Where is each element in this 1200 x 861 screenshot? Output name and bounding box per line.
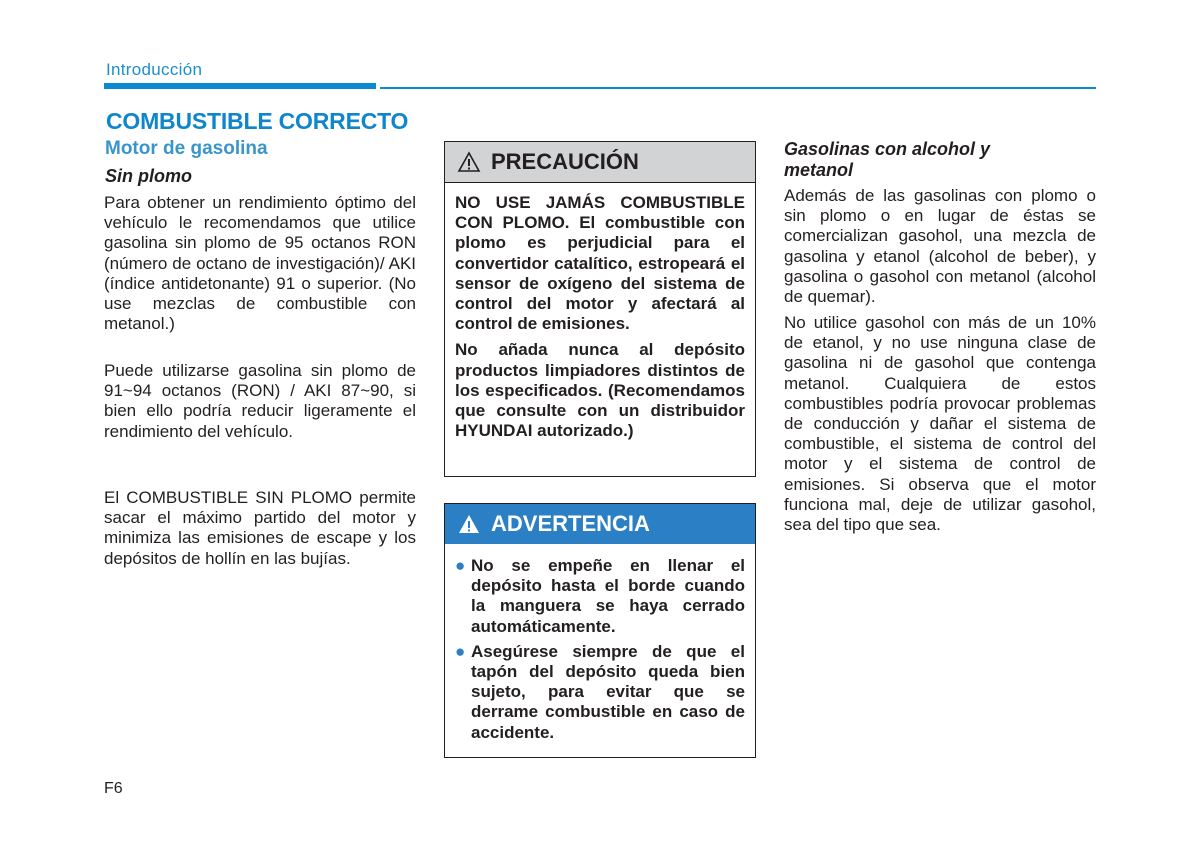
paragraph-octane: Para obtener un rendimiento óptimo del vehículo le recomendamos que utilice gasolina sin plomo de 95 octanos RON (número de octano de investigación)/ AKI (índice antidetonante) 91 o superior. (No use mezclas de combustible con metanol.) [104,193,416,334]
subheading-gasoline-engine: Motor de gasolina [105,138,268,159]
bullet-icon: ● [455,556,466,575]
section-label: Introducción [106,60,203,79]
caution-header [445,142,755,183]
caution-triangle-icon [457,151,481,173]
paragraph-gasohol: Además de las gasolinas con plomo o sin plomo o en lugar de éstas se comercializan gasohol, una mezcla de gasolina y etanol (alcohol de beber), y gasolina o gasohol con metanol (alcohol de quemar). [784,186,1096,307]
caution-title: PRECAUCIÓN [491,149,639,174]
caution-body [445,183,755,441]
subheading-unleaded: Sin plomo [105,166,192,186]
warning-list [455,556,745,743]
warning-body [445,544,755,743]
bullet-icon: ● [455,641,466,661]
header-rule-thin [380,87,1096,89]
paragraph-methanol-warning: No utilice gasohol con más de un 10% de etanol, y no use ninguna clase de gasolina ni de gasohol que contenga metanol. Cualquiera de estos combustibles podría provocar problemas de conducción y dañar el sistema de combustible, el sistema de control del motor y el sistema de control de emisiones. Si observa que el motor funciona mal, deje de utilizar gasohol, sea del tipo que sea. [784,313,1096,535]
caution-paragraph-cleaners: No añada nunca al depósito productos limpiadores distintos de los especificados. (Recomendamos que consulte con un distribuidor HYUNDAI autorizado.) [455,340,745,441]
list-item: ● Asegúrese siempre de que el tapón del depósito queda bien sujeto, para evitar que se derrame combustible en caso de accidente. [455,641,745,742]
list-item: ● No se empeñe en llenar el depósito hasta el borde cuando la manguera se haya cerrado automáticamente. [455,556,745,636]
heading-alcohol-fuels: Gasolinas con alcohol y metanol [784,139,991,180]
warning-title: ADVERTENCIA [491,511,650,536]
caution-paragraph-leaded: NO USE JAMÁS COMBUSTIBLE CON PLOMO. El combustible con plomo es perjudicial para el convertidor catalítico, estropeará el sensor de oxígeno del sistema de control del motor y afectará al control de emisiones. [455,193,745,334]
warning-header [445,504,755,544]
header-rule-thick [104,83,376,89]
paragraph-lower-octane: Puede utilizarse gasolina sin plomo de 91~94 octanos (RON) / AKI 87~90, si bien ello podría reducir ligeramente el rendimiento del vehículo. [104,361,416,441]
paragraph-unleaded-benefits: El COMBUSTIBLE SIN PLOMO permite sacar el máximo partido del motor y minimiza las emisiones de escape y los depósitos de hollín en las bujías. [104,488,416,568]
page-number: F6 [104,780,123,797]
caution-box [444,141,756,477]
warning-triangle-icon [457,513,481,535]
warning-box [444,503,756,758]
page-title: COMBUSTIBLE CORRECTO [106,108,409,134]
